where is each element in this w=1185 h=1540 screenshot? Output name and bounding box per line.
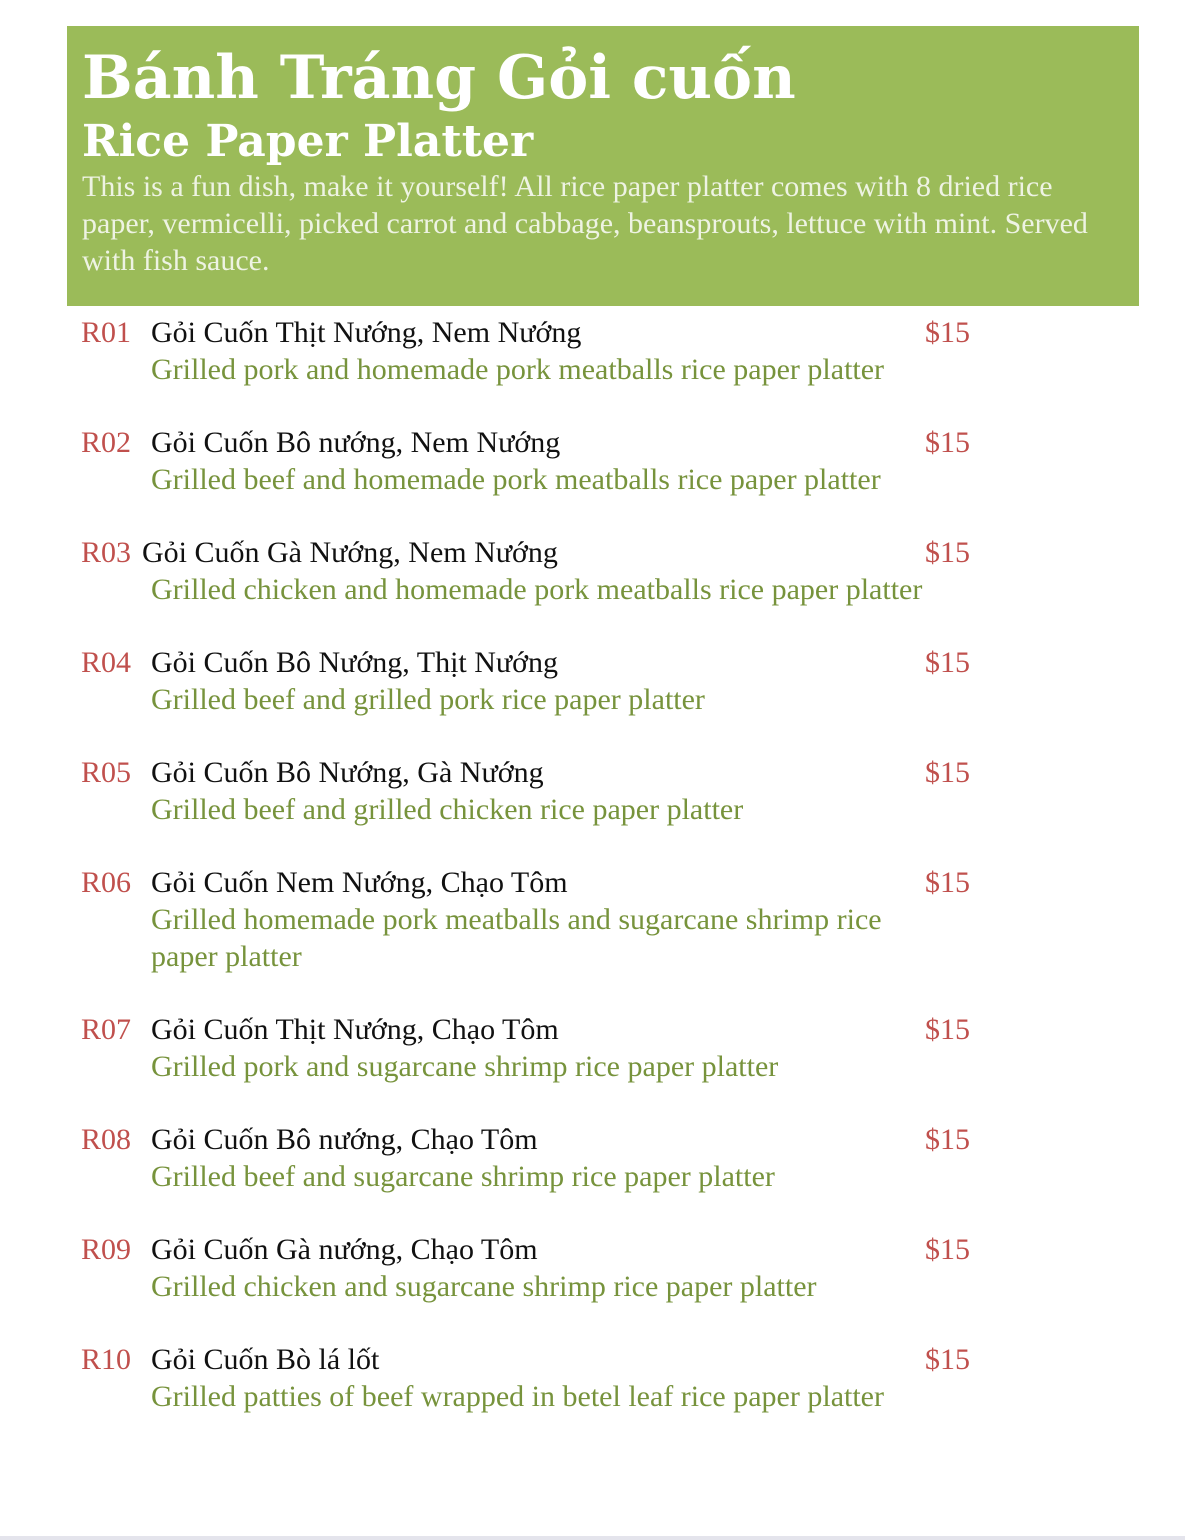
item-code: R06 (81, 866, 132, 899)
item-code: R01 (81, 316, 132, 349)
menu-item-r04 (81, 644, 1081, 718)
item-description: Grilled beef and grilled chicken rice paper platter (151, 793, 744, 826)
menu-item-r08 (81, 1121, 1081, 1195)
menu-item-list (81, 314, 1081, 1451)
item-description: Grilled homemade pork meatballs and sugarcane shrimp rice paper platter (151, 903, 882, 973)
section-description: This is a fun dish, make it yourself! All rice paper platter comes with 8 dried rice paper, vermicelli, picked carrot and cabbage, beansprouts, lettuce with mint. Served with fish sauce. (82, 170, 1088, 277)
item-price: $15 (925, 426, 970, 459)
menu-item-r03 (81, 534, 1081, 608)
item-name: Gỏi Cuốn Bò lá lốt (151, 1343, 380, 1376)
section-title: Bánh Tráng Gỏi cuốn (82, 43, 796, 113)
menu-item-r02 (81, 424, 1081, 498)
item-price: $15 (925, 1013, 970, 1046)
section-subtitle: Rice Paper Platter (82, 116, 534, 167)
item-code: R02 (81, 426, 132, 459)
item-code: R09 (81, 1233, 132, 1266)
item-price: $15 (925, 1343, 970, 1376)
menu-item-r07 (81, 1011, 1081, 1085)
menu-item-r10 (81, 1341, 1081, 1415)
menu-item-r09 (81, 1231, 1081, 1305)
item-description: Grilled chicken and homemade pork meatballs rice paper platter (151, 573, 923, 606)
item-description: Grilled beef and grilled pork rice paper platter (151, 683, 705, 716)
item-name: Gỏi Cuốn Bô nướng, Chạo Tôm (151, 1123, 538, 1156)
item-name: Gỏi Cuốn Bô Nướng, Gà Nướng (151, 756, 544, 789)
item-price: $15 (925, 536, 970, 569)
item-description: Grilled chicken and sugarcane shrimp rice paper platter (151, 1270, 817, 1303)
item-description: Grilled pork and sugarcane shrimp rice paper platter (151, 1050, 779, 1083)
menu-section-header (67, 26, 1139, 306)
item-name: Gỏi Cuốn Gà nướng, Chạo Tôm (151, 1233, 538, 1266)
page-bottom-divider (0, 1536, 1185, 1540)
item-code: R05 (81, 756, 132, 789)
item-description: Grilled beef and sugarcane shrimp rice paper platter (151, 1160, 775, 1193)
item-price: $15 (925, 1123, 970, 1156)
menu-item-r06 (81, 864, 1081, 975)
item-description: Grilled patties of beef wrapped in betel leaf rice paper platter (151, 1380, 884, 1413)
item-price: $15 (925, 1233, 970, 1266)
item-code: R03 (81, 536, 132, 569)
item-code: R08 (81, 1123, 132, 1156)
item-price: $15 (925, 316, 970, 349)
item-price: $15 (925, 756, 970, 789)
item-name: Gỏi Cuốn Gà Nướng, Nem Nướng (142, 536, 558, 569)
item-name: Gỏi Cuốn Nem Nướng, Chạo Tôm (151, 866, 568, 899)
menu-item-r05 (81, 754, 1081, 828)
item-name: Gỏi Cuốn Bô Nướng, Thịt Nướng (151, 646, 559, 679)
item-name: Gỏi Cuốn Bô nướng, Nem Nướng (151, 426, 561, 459)
item-code: R07 (81, 1013, 132, 1046)
item-code: R04 (81, 646, 132, 679)
item-price: $15 (925, 866, 970, 899)
menu-item-r01 (81, 314, 1081, 388)
item-description: Grilled beef and homemade pork meatballs rice paper platter (151, 463, 881, 496)
item-code: R10 (81, 1343, 132, 1376)
item-description: Grilled pork and homemade pork meatballs rice paper platter (151, 353, 885, 386)
item-name: Gỏi Cuốn Thịt Nướng, Nem Nướng (151, 316, 582, 349)
item-name: Gỏi Cuốn Thịt Nướng, Chạo Tôm (151, 1013, 559, 1046)
item-price: $15 (925, 646, 970, 679)
